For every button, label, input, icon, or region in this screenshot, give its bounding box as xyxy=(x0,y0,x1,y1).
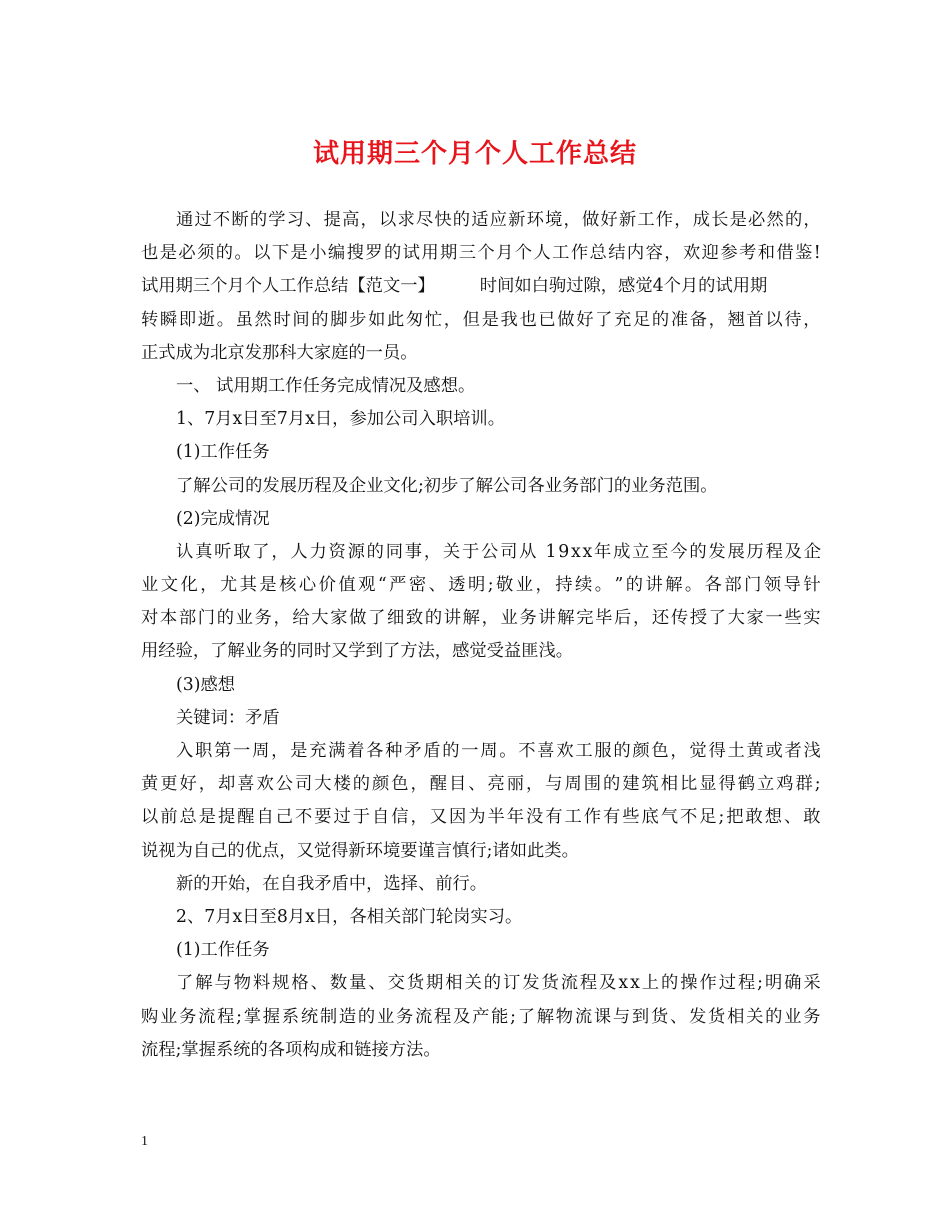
paragraph-line: 用经验，了解业务的同时又学到了方法，感觉受益匪浅。 xyxy=(141,641,574,662)
section-heading: 试用期三个月个人工作总结【范文一】 xyxy=(141,276,435,297)
document-body xyxy=(141,204,821,1067)
sub-heading: 1、7月x日至7月x日，参加公司入职培训。 xyxy=(176,409,505,430)
keyword-line: 关键词：矛盾 xyxy=(176,707,280,728)
sub-heading: (2)完成情况 xyxy=(176,508,270,529)
paragraph-line: 正式成为北京发那科大家庭的一员。 xyxy=(141,342,418,363)
paragraph-line: 了 解 与 物 料 规 格 、 数 量 、 交 货 期 相 关 的 订 发 货 流 程 及 x x 上 的 操 作 过 程 ; 明 确 采 xyxy=(176,973,821,994)
sub-heading: (1)工作任务 xyxy=(176,442,270,463)
paragraph-line: 对 本 部 门 的 业 务 ， 给 大 家 做 了 细 致 的 讲 解 ， 业 务 讲 解 完 毕 后 ， 还 传 授 了 大 家 一 些 实 xyxy=(141,608,821,629)
paragraph-line: 购 业 务 流 程 ; 掌 握 系 统 制 造 的 业 务 流 程 及 产 能 ; 了 解 物 流 课 与 到 货 、 发 货 相 关 的 业 务 xyxy=(141,1006,821,1027)
paragraph-line: 流程;掌握系统的各项构成和链接方法。 xyxy=(141,1039,441,1060)
paragraph-line: 黄 更 好 ， 却 喜 欢 公 司 大 楼 的 颜 色 ， 醒 目 、 亮 丽 ， 与 周 围 的 建 筑 相 比 显 得 鹤 立 鸡 群 ; xyxy=(141,774,821,795)
paragraph-line: 新的开始，在自我矛盾中，选择、前行。 xyxy=(176,873,488,894)
paragraph-line: 以 前 总 是 提 醒 自 己 不 要 过 于 自 信 ， 又 因 为 半 年 没 有 工 作 有 些 底 气 不 足 ; 把 敢 想 、 敢 xyxy=(141,807,821,828)
document-title: 试用期三个月个人工作总结 xyxy=(312,139,637,169)
paragraph-line: 说视为自己的优点，又觉得新环境要谨言慎行;诸如此类。 xyxy=(141,840,579,861)
sub-heading: (3)感想 xyxy=(176,674,236,695)
page-number: 1 xyxy=(141,1134,148,1149)
sub-heading: (1)工作任务 xyxy=(176,940,270,961)
paragraph-line: 认 真 听 取 了 ， 人 力 资 源 的 同 事 ， 关 于 公 司 从 1 9 x x 年 成 立 至 今 的 发 展 历 程 及 企 xyxy=(176,541,821,562)
paragraph-line: 转 瞬 即 逝 。 虽 然 时 间 的 脚 步 如 此 匆 忙 ， 但 是 我 也 已 做 好 了 充 足 的 准 备 ， 翘 首 以 待 ， xyxy=(141,309,821,330)
paragraph-line: 业 文 化 ， 尤 其 是 核 心 价 值 观 “ 严 密 、 透 明 ; 敬 业 ， 持 续 。 ” 的 讲 解 。 各 部 门 领 导 针 xyxy=(141,575,821,596)
section-heading: 一、 试用期工作任务完成情况及感想。 xyxy=(176,375,476,396)
paragraph-text: 时间如白驹过隙，感觉4个月的试用期 xyxy=(479,276,768,297)
paragraph-line: 也 是 必 须 的 。 以 下 是 小 编 搜 罗 的 试 用 期 三 个 月 个 人 工 作 总 结 内 容 ， 欢 迎 参 考 和 借 鉴 ! xyxy=(141,243,821,264)
paragraph-line: 入 职 第 一 周 ， 是 充 满 着 各 种 矛 盾 的 一 周 。 不 喜 欢 工 服 的 颜 色 ， 觉 得 土 黄 或 者 浅 xyxy=(176,741,821,761)
sub-heading: 2、7月x日至8月x日，各相关部门轮岗实习。 xyxy=(176,906,523,927)
paragraph-line xyxy=(141,270,821,303)
paragraph-line: 通 过 不 断 的 学 习 、 提 高 ， 以 求 尽 快 的 适 应 新 环 境 ， 做 好 新 工 作 ， 成 长 是 必 然 的 ， xyxy=(176,210,821,230)
paragraph-line: 了解公司的发展历程及企业文化;初步了解公司各业务部门的业务范围。 xyxy=(176,475,718,496)
